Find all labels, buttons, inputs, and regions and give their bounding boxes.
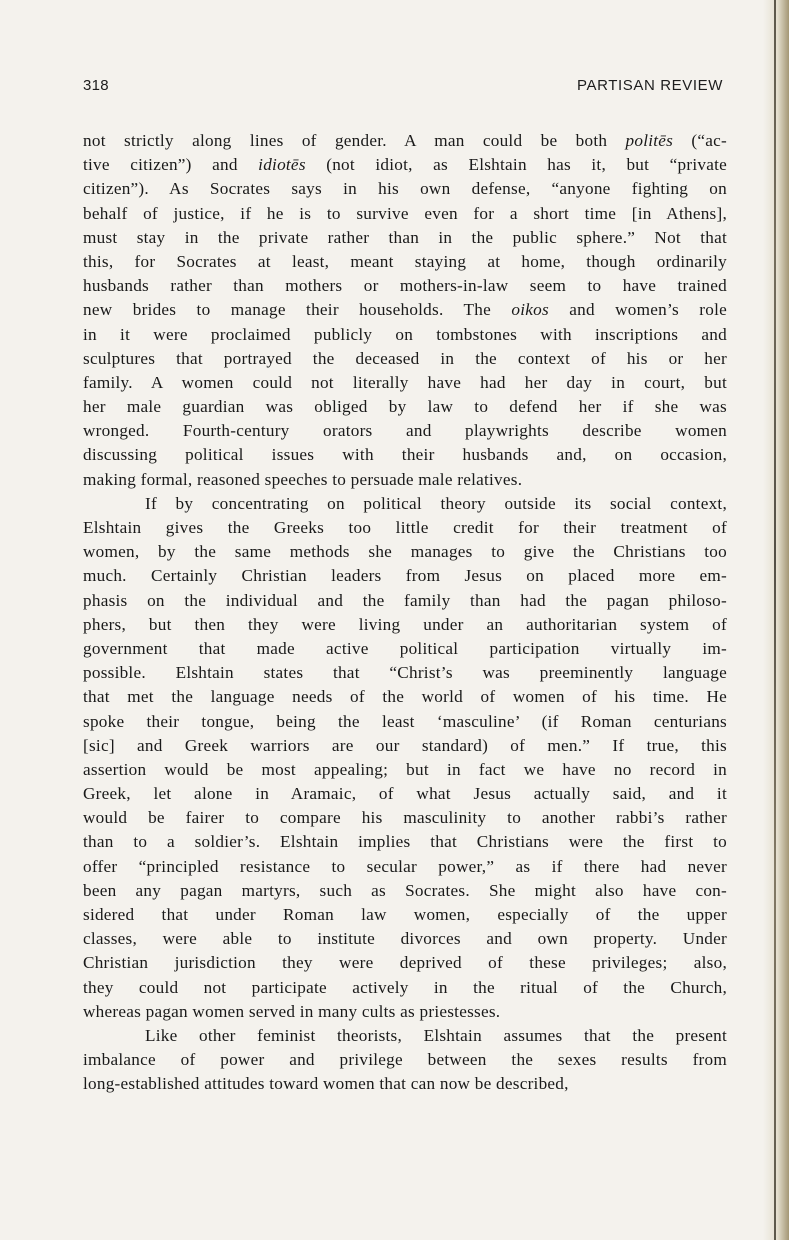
italic-term: politēs: [625, 131, 674, 150]
text-line: long-established attitudes toward women that can now be described,: [83, 1074, 569, 1094]
text-line: possible. Elshtain states that “Christ’s was preeminently language: [83, 663, 727, 683]
text-line: citizen”). As Socrates says in his own defense, “anyone fighting on: [83, 179, 727, 199]
text-line: Greek, let alone in Aramaic, of what Jesus actually said, and it: [83, 784, 727, 804]
text-line: not strictly along lines of gender. A man could be both politēs (“ac-: [83, 131, 728, 150]
text-line: Elshtain gives the Greeks too little credit for their treatment of: [83, 518, 727, 537]
text-line: than to a soldier’s. Elshtain implies that Christians were the first to: [83, 832, 727, 852]
page-number: 318: [83, 77, 109, 94]
text-line: phasis on the individual and the family than had the pagan philoso-: [83, 590, 727, 610]
text-line: offer “principled resistance to secular power,” as if there had never: [83, 856, 727, 876]
text-line: phers, but then they were living under an authoritarian system of: [83, 614, 727, 634]
text-line: much. Certainly Christian leaders from Jesus on placed more em-: [83, 566, 727, 586]
page-header: [83, 77, 723, 99]
italic-term: oikos: [511, 300, 549, 320]
italic-term: idiotēs: [258, 155, 306, 175]
text-line: her male guardian was obliged by law to defend her if she was: [83, 397, 727, 417]
text-line: behalf of justice, if he is to survive even for a short time [in Athens],: [83, 203, 727, 223]
text-line: been any pagan martyrs, such as Socrates. She might also have con-: [83, 880, 727, 900]
running-head: PARTISAN REVIEW: [577, 77, 723, 94]
page-gutter-shadow: [763, 0, 789, 1240]
text-line: sidered that under Roman law women, especially of the upper: [83, 905, 727, 924]
text-line: Like other feminist theorists, Elshtain assumes that the present: [145, 1025, 727, 1045]
text-line: wronged. Fourth-century orators and playwrights describe women: [83, 421, 727, 441]
text-line: this, for Socrates at least, meant staying at home, though ordinarily: [83, 251, 727, 271]
text-line: family. A women could not literally have had her day in court, but: [83, 372, 727, 392]
text-line: would be fairer to compare his masculinity to another rabbi’s rather: [83, 808, 727, 828]
text-line: making formal, reasoned speeches to persuade male relatives.: [83, 469, 523, 489]
text-line: government that made active political participation virtually im-: [83, 638, 727, 658]
body-text: [83, 129, 727, 1097]
text-line: classes, were able to institute divorces and own property. Under: [83, 929, 727, 949]
text-line: they could not participate actively in the ritual of the Church,: [83, 977, 727, 997]
text-line: discussing political issues with their husbands and, on occasion,: [83, 445, 727, 465]
text-line: imbalance of power and privilege between the sexes results from: [83, 1050, 727, 1070]
text-line: sculptures that portrayed the deceased in the context of his or her: [83, 348, 727, 368]
text-line: [sic] and Greek warriors are our standard) of men.” If true, this: [83, 735, 727, 755]
page-binding-edge: [774, 0, 776, 1240]
text-line: in it were proclaimed publicly on tombstones with inscriptions and: [83, 324, 727, 344]
text-line: spoke their tongue, being the least ‘masculine’ (if Roman centurians: [83, 711, 727, 731]
text-line: whereas pagan women served in many cults as priestesses.: [83, 1001, 501, 1021]
text-line: new brides to manage their households. The oikos and women’s role: [83, 300, 727, 320]
text-line: that met the language needs of the world of women of his time. He: [83, 687, 727, 707]
text-line: Christian jurisdiction they were deprived of these privileges; also,: [83, 953, 727, 973]
text-line: husbands rather than mothers or mothers-in-law seem to have trained: [83, 276, 727, 296]
text-line: If by concentrating on political theory outside its social context,: [145, 493, 727, 513]
text-line: assertion would be most appealing; but in fact we have no record in: [83, 759, 727, 779]
text-line: must stay in the private rather than in the public sphere.” Not that: [83, 227, 727, 247]
text-line: women, by the same methods she manages to give the Christians too: [83, 542, 727, 562]
text-line: tive citizen”) and idiotēs (not idiot, as Elshtain has it, but “private: [83, 155, 728, 175]
